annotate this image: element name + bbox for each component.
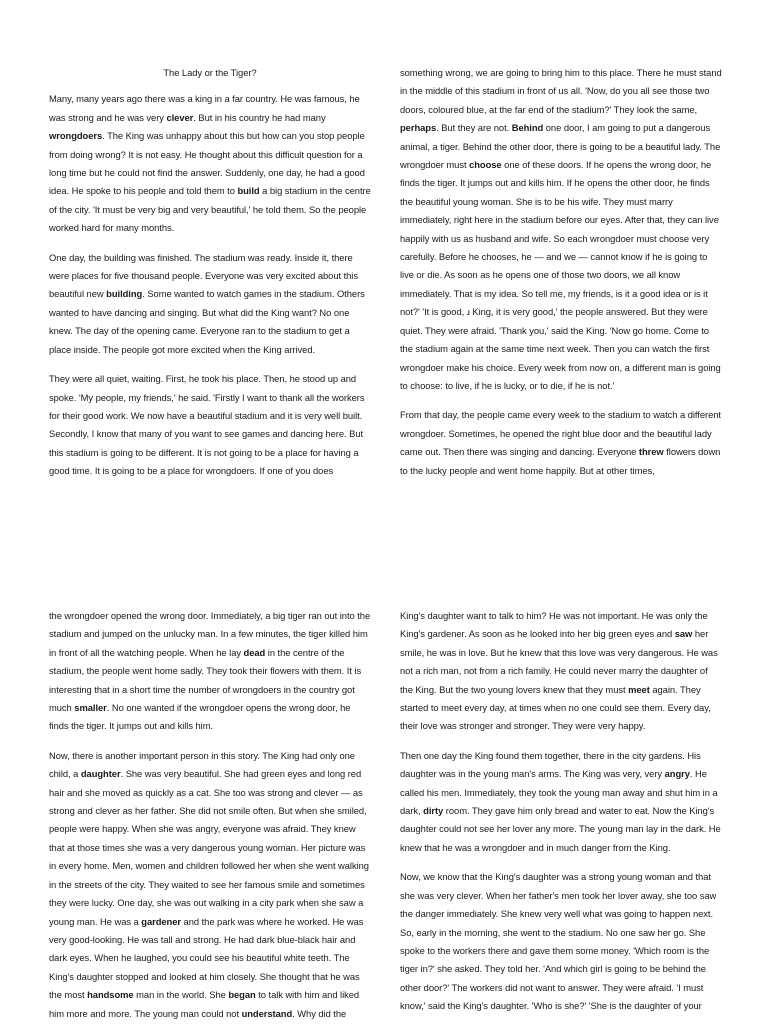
bold-word: began (228, 989, 256, 1001)
text-run: . She was very beautiful. She had green eyes and long red hair and she moved as quickly as a cat. She too was strong and clever — as strong and clever as her father. She did not smile often. But when she smiled, people were happy. When she was angry, everyone was afraid. They knew that at those times she was a very dangerous young woman. Her picture was in every home. Men, women and children followed her when she went walking in the streets of the city. They waited to see her famous smile and sometimes they were lucky. One day, she was out walking in a city park when she saw a young man. He was a (49, 768, 369, 927)
bold-word: smaller (74, 702, 107, 714)
text-run: in the centre of the stadium, the people went home sadly. They took their flowers with them. It is interesting that in a short time the number of wrongdoers in the country got much (49, 646, 362, 714)
bold-word: threw (638, 446, 664, 458)
bold-word: clever (166, 111, 194, 123)
text-run: one of these doors. If he opens the wrong door, he finds the tiger. It jumps out and kills him. If he opens the other door, he finds the beautiful young woman. She is to be his wife. They must marry immediately, right here in the stadium before our eyes. After that, they can live happily with us as husband and wife. So each wrongdoer must choose very carefully. Before he chooses, he — and we — cannot know if he is going to live or die. As soon as he opens one of those two doors, we all know immediately. That is my idea. So tell me, my friends, is it a good idea or is it not?' 'It is good, ɹ King, it is very good,' the people answered. But they were quiet. They were afraid. 'Thank you,' said the King. 'Now go home. Come to the stadium again at the same time next week. Then you can watch the first wrongdoer make his choice. Every week from now on, a different man is going to choose: to live, if he is lucky, or to die, if he is not.' (400, 159, 721, 391)
bold-word: building (106, 288, 143, 300)
text-run: something wrong, we are going to bring him to this place. There he must stand in the middle of this stadium in front of us all. 'Now, do you all see those two doors, coloured blue, at the far end of the stadium?' They look the same, (400, 67, 722, 115)
text-run: Now, there is another important person in this story. The King had only one child, a (49, 749, 355, 780)
bold-word: dead (243, 646, 266, 658)
text-run: Then one day the King found them together, there in the city gardens. His daughter was in the young man's arms. The King was very, very (400, 749, 701, 780)
bold-word: handsome (87, 989, 134, 1001)
text-column-bottom-left (49, 607, 371, 1034)
text-run: the wrongdoer opened the wrong door. Immediately, a big tiger ran out into the stadium and jumped on the unlucky man. In a few minutes, the tiger killed him in front of all the watching people. When he lay (49, 610, 371, 658)
bold-word: daughter (80, 768, 121, 780)
text-run: . But in his country he had many (193, 111, 326, 123)
text-run: . The King was unhappy about this but how can you stop people from doing wrong? It is not easy. He thought about this difficult question for a long time but he could not find the answer. Suddenly, one day, he had a good idea. He spoke to his people and told them to (49, 130, 365, 197)
paragraph (49, 747, 371, 1023)
text-column-top-left (49, 64, 371, 492)
text-run: a big stadium in the centre of the city. 'It must be very big and very beautiful,' he told them. So the people worked hard for many months. (49, 185, 371, 234)
bold-word: gardener (141, 915, 181, 927)
text-run: again. They started to meet every day, at times when no one could see them. Every day, their love was stronger and stronger. They were very happy. (400, 683, 711, 732)
paragraph (400, 868, 722, 1015)
text-run: her smile, he was in love. But he knew that this love was very dangerous. He was not a rich man, not from a rich family. He could never marry the daughter of the King. But the two young lovers knew that they must (400, 628, 718, 695)
text-run: They were all quiet, waiting. First, he took his place. Then, he stood up and spoke. 'My people, my friends,' he said. 'Firstly I want to thank all the workers for their good work. We now have a beautiful stadium and it is very well built. Secondly, I know that many of you want to see games and dancing here. But this stadium is going to be different. It is not going to be a place for having a good time. It is going to be a place for wrongdoers. If one of you does (49, 373, 365, 477)
text-run: . But they are not. (436, 122, 512, 134)
text-run: . He called his men. Immediately, they took the young man away and shut him in a dark, (400, 768, 718, 817)
text-run: King's daughter want to talk to him? He was not important. He was only the King's gardener. As soon as he looked into her big green eyes and (400, 610, 708, 640)
bold-word: angry (664, 768, 690, 780)
paragraph (49, 249, 371, 359)
text-run: flowers down to the lucky people and went home happily. But at other times, (400, 446, 721, 476)
bold-word: build (237, 185, 260, 197)
text-column-bottom-right (400, 607, 722, 1027)
paragraph (49, 90, 371, 237)
bold-word: perhaps (400, 122, 437, 134)
text-run: man in the world. She (133, 989, 229, 1001)
text-run: One day, the building was finished. The stadium was ready. Inside it, there were places for five thousand people. Everyone was very excited about this beautiful new (49, 251, 358, 300)
text-run: room. They gave him only bread and water to eat. Now the King's daughter could not see her lover any more. The young man lay in the dark. He knew that he was a wrongdoer and in much danger from the King. (400, 805, 721, 853)
bold-word: Behind (511, 122, 544, 134)
text-run: Many, many years ago there was a king in a far country. He was famous, he was strong and he was very (49, 93, 360, 123)
paragraph (400, 406, 722, 480)
text-run: From that day, the people came every week to the stadium to watch a different wrongdoer. Sometimes, he opened the right blue door and the beautiful lady came out. Then there was singing and dancing. Everyone (400, 409, 721, 458)
bold-word: meet (628, 683, 650, 695)
text-run: one door, I am going to put a dangerous animal, a tiger. Behind the other door, there is going to be a beautiful lady. The wrongdoer must (400, 122, 721, 171)
paragraph (49, 607, 371, 736)
text-run: Now, we know that the King's daughter was a strong young woman and that she was very clever. When her father's men took her lover away, she too saw the danger immediately. She knew very well what was going to happen next. So, early in the morning, she went to the stadium. No one saw her go. She spoke to the workers there and gave them some money. 'Which room is the tiger in?' she asked. They told her. 'And which girl is going to be behind the other door?' The workers did not want to answer. They were afraid. 'I must know,' said the King's daughter. 'Who is she?' 'She is the daughter of your (400, 871, 717, 1012)
text-run: . Why did the (292, 1007, 347, 1019)
paragraph (400, 747, 722, 857)
bold-word: wrongdoers (49, 130, 103, 142)
bold-word: understand (241, 1007, 293, 1019)
text-run: . Some wanted to watch games in the stadium. Others wanted to have dancing and singing. But what did the King want? No one knew. The day of the opening came. Everyone ran to the stadium to get a place inside. The people got more excited when the King arrived. (49, 288, 365, 355)
text-column-top-right (400, 64, 722, 491)
text-run: to talk with him and liked him more and more. The young man could not (49, 989, 360, 1019)
bold-word: choose (469, 159, 502, 171)
text-run: and the park was where he worked. He was very good-looking. He was tall and strong. He had dark blue-black hair and dark eyes. When he laughed, you could see his beautiful white teeth. The King's daughter stopped and looked at him closely. She thought that he was the most (49, 915, 364, 1001)
paragraph (49, 370, 371, 480)
bold-word: dirty (423, 805, 444, 817)
text-run: . No one wanted if the wrongdoer opens the wrong door, he finds the tiger. It jumps out and kills him. (49, 702, 351, 732)
paragraph (400, 64, 722, 395)
document-title: The Lady or the Tiger? (163, 67, 257, 78)
bold-word: saw (674, 628, 693, 640)
paragraph (400, 607, 722, 736)
